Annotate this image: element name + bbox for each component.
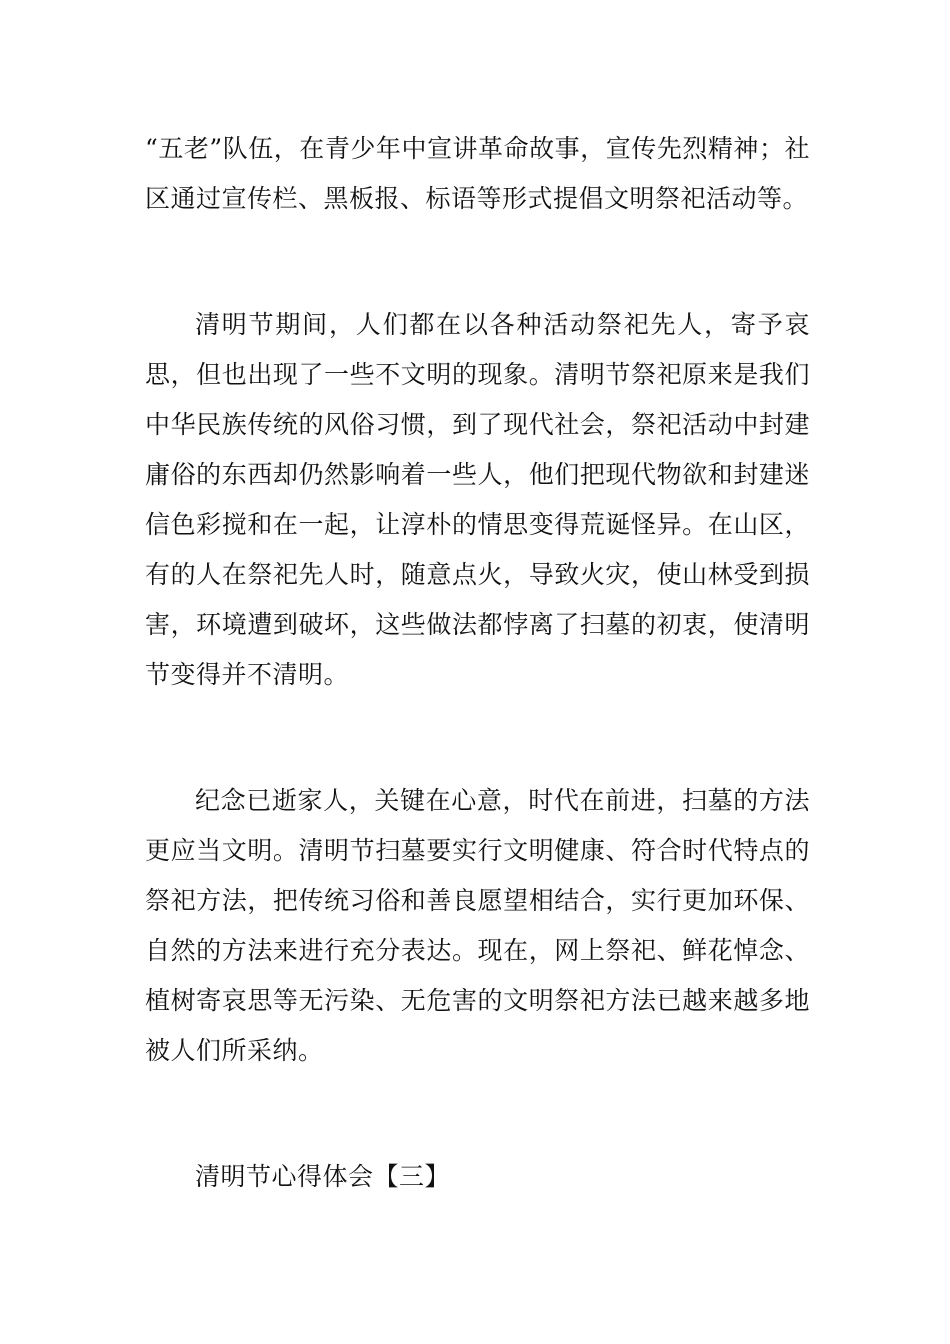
- paragraph-3: 纪念已逝家人，关键在心意，时代在前进，扫墓的方法更应当文明。清明节扫墓要实行文明健康、符合时代特点的祭祀方法，把传统习俗和善良愿望相结合，实行更加环保、自然的方法来进行充分表达。现在，网上祭祀、鲜花悼念、植树寄哀思等无污染、无危害的文明祭祀方法已越来越多地被人们所采纳。: [145, 786, 810, 1065]
- document-page: [145, 124, 810, 1202]
- paragraph-2: 清明节期间，人们都在以各种活动祭祀先人，寄予哀思，但也出现了一些不文明的现象。清明节祭祀原来是我们中华民族传统的风俗习惯，到了现代社会，祭祀活动中封建庸俗的东西却仍然影响着一些人，他们把现代物欲和封建迷信色彩搅和在一起，让淳朴的情思变得荒诞怪异。在山区，有的人在祭祀先人时，随意点火，导致火灾，使山林受到损害，环境遭到破坏，这些做法都悖离了扫墓的初衷，使清明节变得并不清明。: [145, 310, 810, 689]
- paragraph-1: “五老”队伍，在青少年中宣讲革命故事，宣传先烈精神；社区通过宣传栏、黑板报、标语等形式提倡文明祭祀活动等。: [145, 134, 810, 213]
- section-heading: 清明节心得体会【三】: [195, 1162, 451, 1191]
